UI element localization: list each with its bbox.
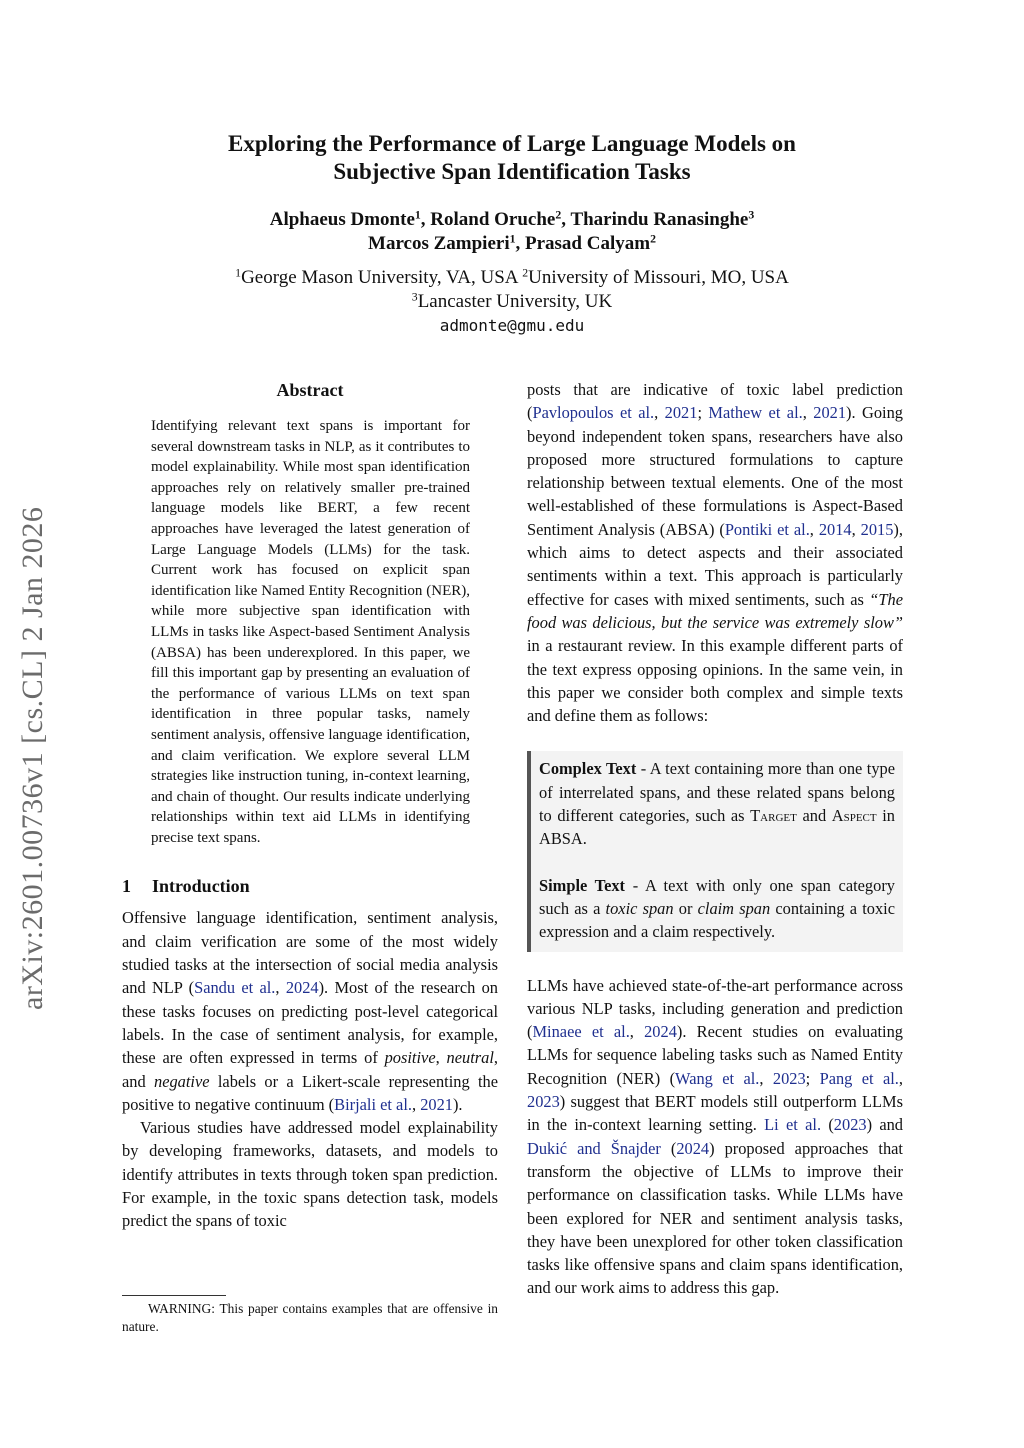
citation-year-link[interactable]: 2021: [813, 403, 847, 423]
text-run: ,: [898, 1068, 903, 1088]
author-affil-mark: 1: [414, 208, 421, 222]
title-line-2: Subjective Span Identification Tasks: [333, 159, 691, 184]
text-run: LLMs have achieved state-of-the-art performance across various NLP tasks, including generation and prediction (: [527, 975, 903, 1042]
text-run: ,: [435, 1048, 447, 1068]
abstract-heading: Abstract: [276, 380, 344, 400]
emphasis-term: toxic span: [605, 898, 674, 918]
definition-complex-text: [539, 757, 895, 850]
citation-year-link[interactable]: 2023: [527, 1092, 560, 1112]
citation-link[interactable]: Wang et al.: [675, 1068, 760, 1088]
author-name: Prasad Calyam: [525, 233, 651, 254]
citation-year-link[interactable]: 2024: [285, 978, 319, 998]
text-run: Offensive language identification, sentiment analysis, and claim verification are some of the most widely studied tasks at the intersection of social media analysis and NLP (: [122, 908, 498, 998]
citation-link[interactable]: Dukić and Šnajder: [527, 1138, 661, 1158]
affiliation-line-2: [110, 290, 914, 314]
smallcaps-term: Aspect: [831, 806, 877, 826]
author-name: Marcos Zampieri: [368, 233, 510, 254]
affiliation-text: Lancaster University, UK: [417, 291, 613, 312]
text-run: ) and: [866, 1115, 903, 1135]
author-line-1: [110, 208, 914, 232]
emphasis-term: neutral: [446, 1048, 494, 1068]
author-name: Roland Oruche: [430, 209, 556, 230]
abstract-text: Identifying relevant text spans is important for several downstream tasks in NLP, as it contributes to model explainability. While most span identification approaches rely on relatively smaller pre-trained language models like BERT, a few recent approaches have leveraged the latest generation of Large Language Models (LLMs) for the task. Current work has focused on explicit span identification like Named Entity Recognition (NER), while more subjective span identification with LLMs in tasks like Aspect-based Sentiment Analysis (ABSA) has been underexplored. In this paper, we fill this important gap by presenting an evaluation of the performance of various LLMs on text span identification in three popular tasks, namely sentiment analysis, offensive language identification, and claim verification. We explore several LLM strategies like instruction tuning, in-context learning, and chain of thought. Our results indicate underlying relationships within text aid LLMs in identifying precise text spans.: [151, 418, 470, 846]
citation-year-link[interactable]: 2024: [644, 1022, 677, 1042]
text-run: ).: [452, 1094, 463, 1114]
citation-link[interactable]: Birjali et al.: [334, 1094, 412, 1114]
affiliation-text: George Mason University, VA, USA: [241, 267, 523, 288]
citation-year-link[interactable]: 2021: [420, 1094, 453, 1114]
text-run: , and: [122, 1048, 498, 1091]
text-run: posts that are indicative of toxic label prediction (: [527, 380, 903, 423]
arxiv-side-stamp: arXiv:2601.00736v1 [cs.CL] 2 Jan 2026: [16, 506, 49, 1010]
paper-title: [110, 130, 914, 186]
definition-simple-text: [539, 874, 895, 944]
citation-link[interactable]: Pontiki et al.: [724, 519, 810, 539]
affiliation-mark: 2: [522, 266, 529, 280]
text-run: ). Most of the research on these tasks focuses on predicting post-level categorical labels. In the case of sentiment analysis, for example, these are often expressed in terms of: [122, 978, 498, 1068]
intro-paragraph-1: [122, 906, 498, 1116]
right-column: [527, 378, 903, 1300]
right-paragraph-2: [527, 974, 903, 1300]
text-run: ,: [411, 1094, 421, 1114]
smallcaps-term: Target: [750, 806, 797, 826]
author-affil-mark: 3: [748, 208, 755, 222]
text-run: ,: [275, 978, 286, 998]
author-separator: ,: [561, 209, 571, 230]
text-run: ,: [629, 1022, 645, 1042]
text-run: and: [796, 806, 832, 826]
text-run: ) proposed approaches that transform the objective of LLMs to improve their performance on classification tasks. While LLMs have been explored for NER and sentiment analysis tasks, they have been unexplored for other token classification tasks like offensive spans and claim spans identification, and our work aims to address this gap.: [527, 1138, 903, 1298]
citation-year-link[interactable]: 2021: [664, 403, 698, 423]
example-quote: “The food was delicious, but the service was extremely slow”: [527, 589, 903, 632]
text-run: ). Recent studies on evaluating LLMs for sequence labeling tasks such as Named Entity Recognition (NER) (: [527, 1022, 903, 1088]
text-run: - A text with only one span category such as a: [539, 875, 895, 918]
footnote-rule: [122, 1295, 226, 1296]
footnote: [122, 1295, 498, 1336]
author-affil-mark: 2: [650, 232, 656, 246]
text-run: (: [660, 1138, 677, 1158]
emphasis-term: positive: [384, 1048, 436, 1068]
definition-term: Simple Text: [539, 875, 626, 895]
text-run: labels or a Likert-scale representing the positive to negative continuum (: [122, 1071, 498, 1114]
emphasis-term: negative: [154, 1071, 210, 1091]
definition-term: Complex Text: [539, 759, 637, 779]
citation-link[interactable]: Sandu et al.: [194, 978, 276, 998]
citation-year-link[interactable]: 2014: [818, 519, 852, 539]
text-run: ,: [809, 519, 819, 539]
affiliation-line-1: [110, 266, 914, 290]
author-name: Alphaeus Dmonte: [269, 209, 415, 230]
affiliation-mark: 1: [235, 266, 242, 280]
affiliations: [110, 266, 914, 338]
text-run: in ABSA.: [539, 806, 895, 849]
footnote-text: WARNING: This paper contains examples that are offensive in nature.: [122, 1301, 498, 1334]
text-run: ), which aims to detect aspects and their associated sentiments within a text. This approach is particularly effective for cases with mixed sentiments, such as: [527, 519, 903, 609]
citation-year-link[interactable]: 2015: [860, 519, 894, 539]
text-run: ;: [697, 403, 709, 423]
author-list: [110, 208, 914, 256]
author-affil-mark: 1: [509, 232, 516, 246]
text-run: ,: [759, 1068, 773, 1088]
text-run: ) suggest that BERT models still outperform LLMs in the in-context learning setting.: [527, 1092, 903, 1135]
author-separator: ,: [420, 209, 431, 230]
citation-link[interactable]: Mathew et al.: [708, 403, 803, 423]
left-column: [122, 378, 498, 1233]
text-run: - A text containing more than one type of interrelated spans, and these related spans belong to different categories, such as: [539, 759, 895, 826]
author-affil-mark: 2: [555, 208, 562, 222]
affiliation-mark: 3: [411, 290, 418, 304]
affiliation-text: University of Missouri, MO, USA: [528, 267, 789, 288]
author-separator: ,: [515, 233, 525, 254]
author-name: Tharindu Ranasinghe: [570, 209, 749, 230]
text-run: containing a toxic expression and a claim respectively.: [539, 898, 895, 942]
text-run: or: [673, 898, 698, 918]
right-paragraph-1: [527, 378, 903, 727]
intro-paragraph-2: Various studies have addressed model explainability by developing frameworks, datasets, and models to identify attributes in texts through token span prediction. For example, in the toxic spans detection task, models predict the spans of toxic: [122, 1118, 498, 1231]
citation-link[interactable]: Li et al.: [764, 1115, 822, 1135]
emphasis-term: claim span: [697, 898, 771, 918]
text-run: ;: [805, 1068, 820, 1088]
citation-link[interactable]: Pavlopoulos et al.: [532, 403, 655, 423]
text-run: in a restaurant review. In this example different parts of the text express opposing opinions. In the same vein, in this paper we consider both complex and simple texts and define them as follows:: [527, 636, 903, 726]
text-run: ,: [654, 403, 665, 423]
citation-year-link[interactable]: 2023: [833, 1115, 867, 1135]
author-line-2: [110, 232, 914, 256]
title-line-1: Exploring the Performance of Large Language Models on: [228, 131, 796, 156]
section-number: 1: [122, 876, 131, 897]
section-title: Introduction: [152, 876, 250, 897]
citation-link[interactable]: Minaee et al.: [532, 1022, 630, 1042]
text-run: ,: [802, 403, 814, 423]
section-heading-introduction: [122, 874, 498, 898]
citation-link[interactable]: Pang et al.: [819, 1068, 899, 1088]
definition-box: [527, 751, 903, 951]
text-run: (: [821, 1115, 834, 1135]
citation-year-link[interactable]: 2023: [772, 1068, 806, 1088]
text-run: ,: [851, 519, 861, 539]
contact-email[interactable]: admonte@gmu.edu: [439, 316, 585, 335]
text-run: ). Going beyond independent token spans, researchers have also proposed more structured formulations to capture relationship between textual elements. One of the most well-established of these formulations is Aspect-Based Sentiment Analysis (ABSA) (: [527, 403, 904, 539]
citation-year-link[interactable]: 2024: [676, 1138, 710, 1158]
